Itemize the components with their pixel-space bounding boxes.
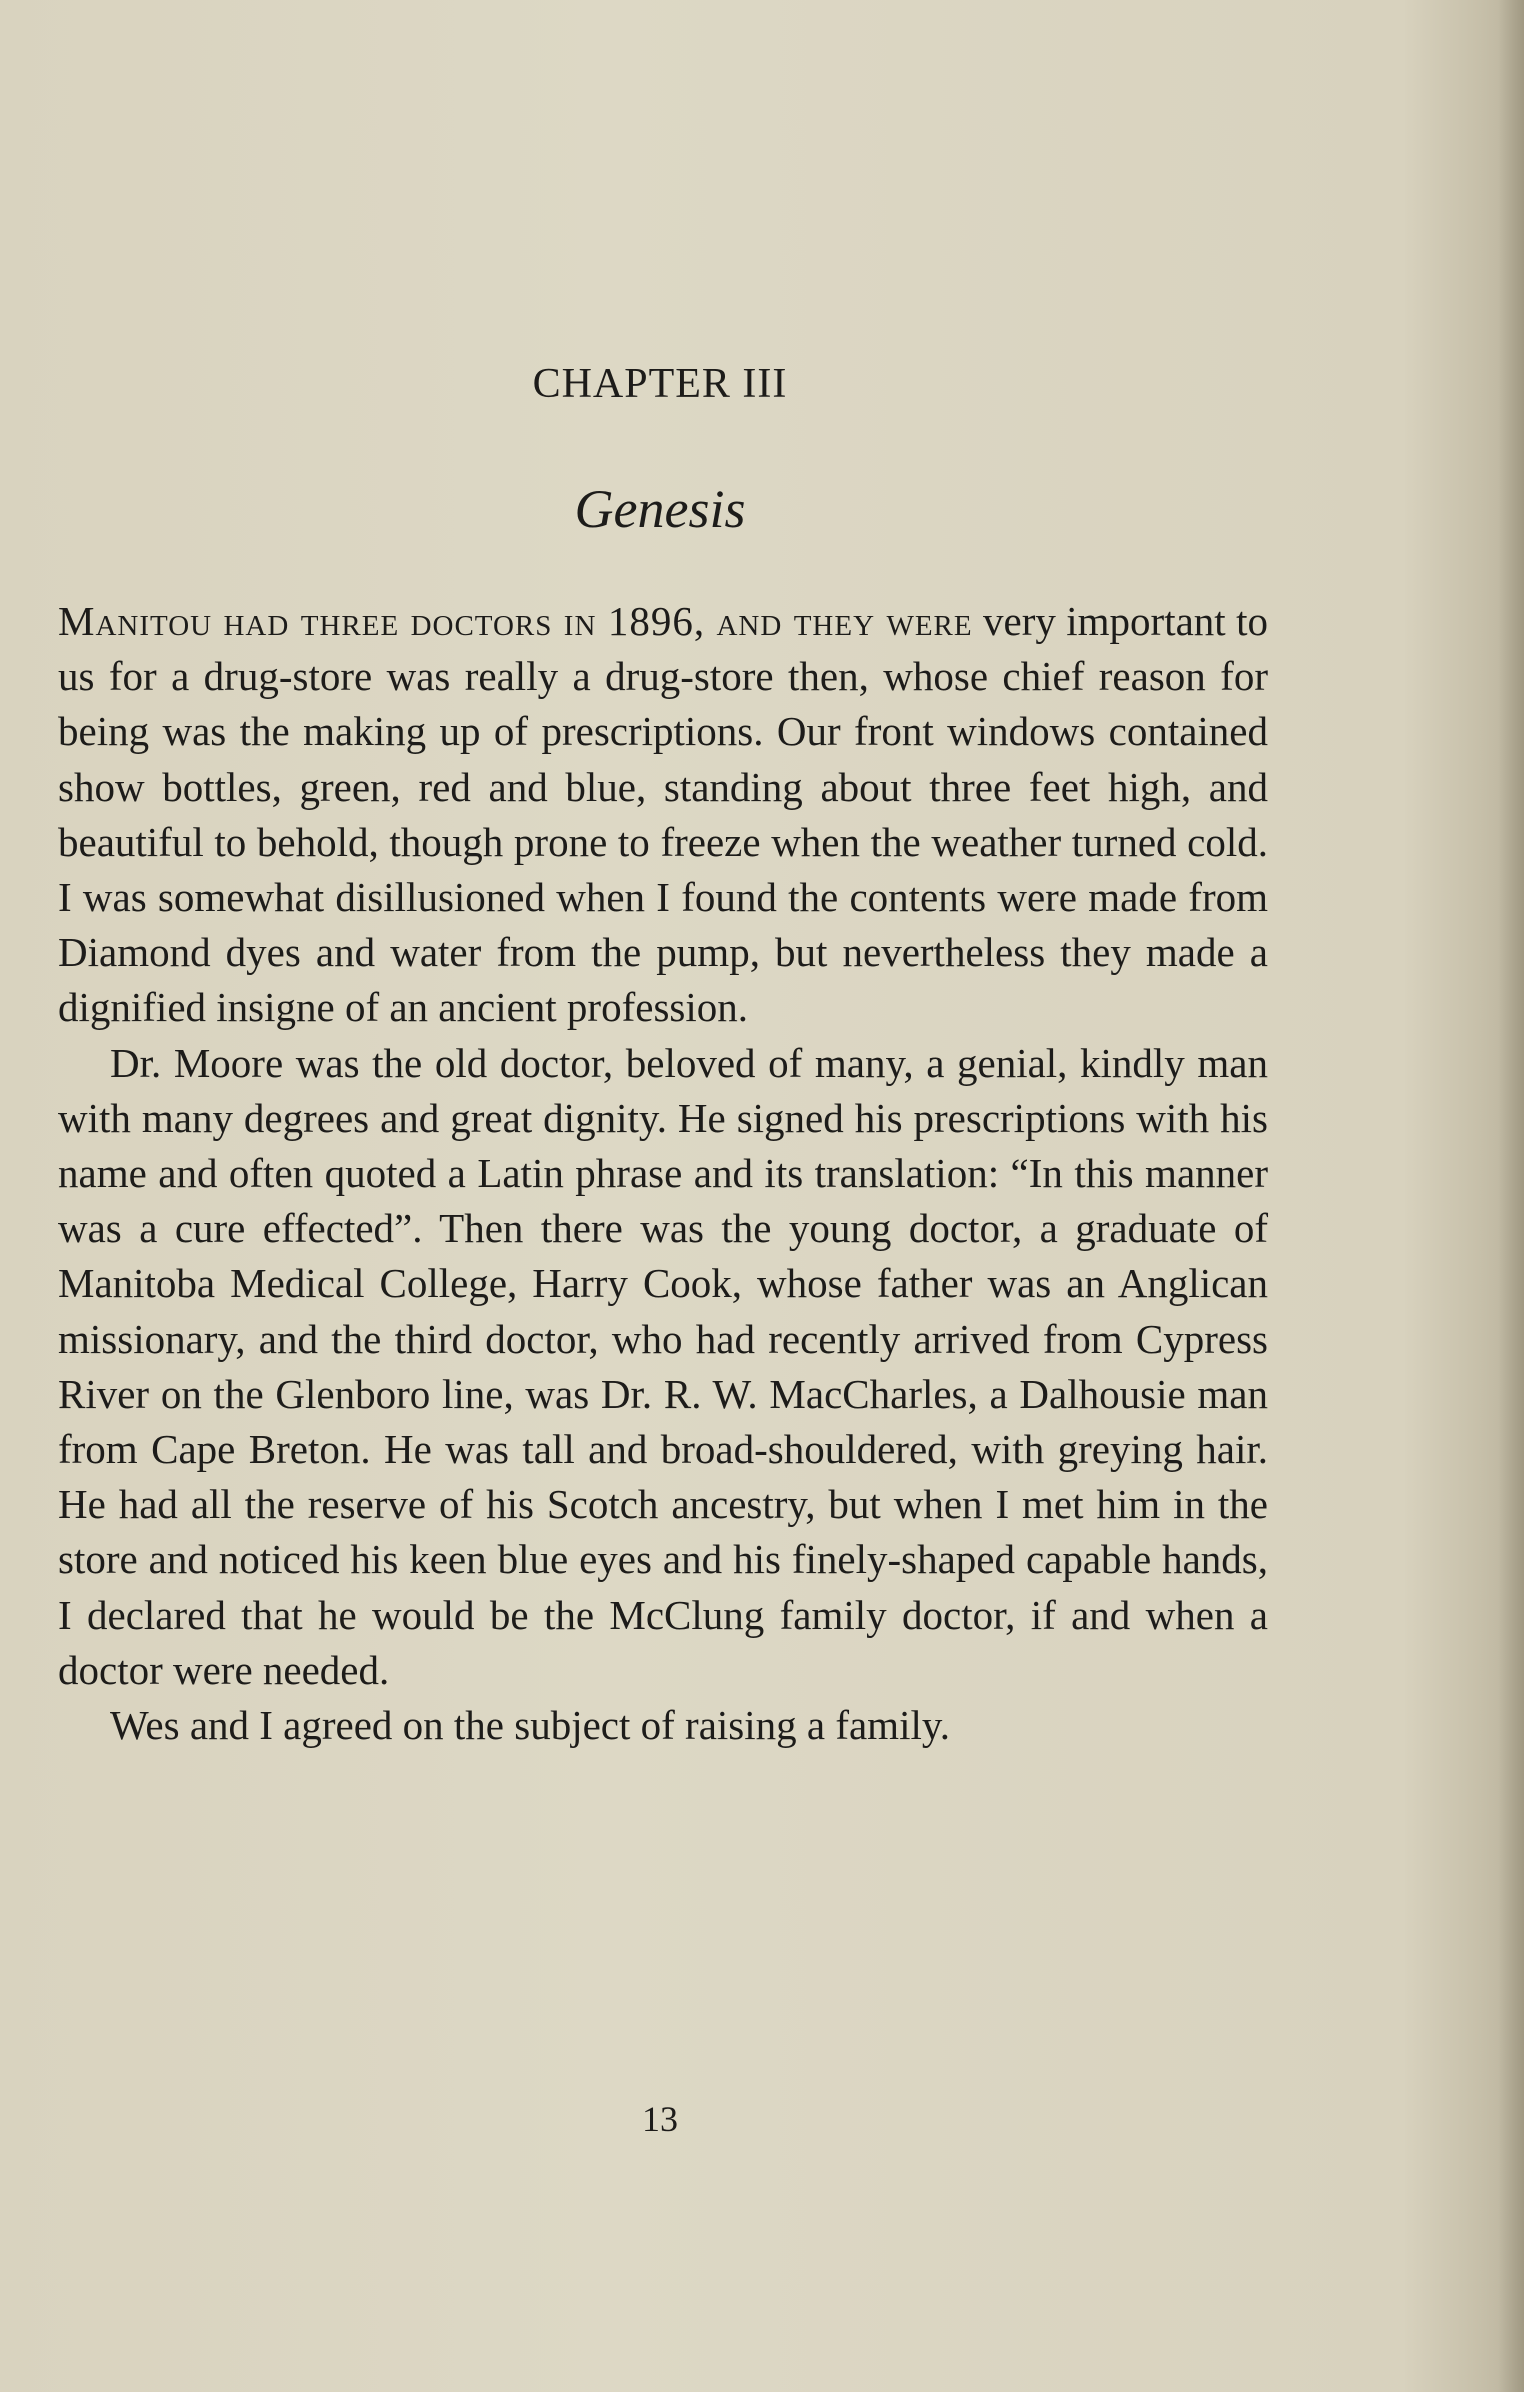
chapter-heading: CHAPTER III (532, 361, 788, 407)
paragraph-1-text: very important to us for a drug-store was really a drug-store then, whose chief reason for being was the making up of prescriptions. Our front windows contained show bottles, green, red and blue, standing about three feet high, and beautiful to behold, though prone to freeze when the weather turned cold. I was somewhat disillusioned when I found the contents were made from Diamond dyes and water from the pump, but nevertheless they made a dignified insigne of an ancient profession. (58, 598, 1268, 1031)
paragraph-1-lead: Manitou had three doctors in 1896, and they were (58, 598, 973, 644)
paragraph-3: Wes and I agreed on the subject of raising a family. (110, 1702, 950, 1749)
body-text (58, 594, 1268, 1753)
chapter-title: Genesis (574, 479, 746, 539)
page-edge-shadow (1498, 0, 1524, 2392)
page-number: 13 (642, 2099, 678, 2139)
paragraph-1 (58, 594, 1268, 1036)
paragraph-2: Dr. Moore was the old doctor, beloved of many, a genial, kindly man with many degrees and great dignity. He signed his prescriptions with his name and often quoted a Latin phrase and its translation: “In this manner was a cure effected”. Then there was the young doctor, a graduate of Manitoba Medical College, Harry Cook, whose father was an Anglican missionary, and the third doctor, who had recently arrived from Cypress River on the Glenboro line, was Dr. R. W. MacCharles, a Dalhousie man from Cape Breton. He was tall and broad-shouldered, with greying hair. He had all the reserve of his Scotch ancestry, but when I met him in the store and noticed his keen blue eyes and his finely-shaped capable hands, I declared that he would be the McClung family doctor, if and when a doctor were needed. (58, 1039, 1268, 1693)
